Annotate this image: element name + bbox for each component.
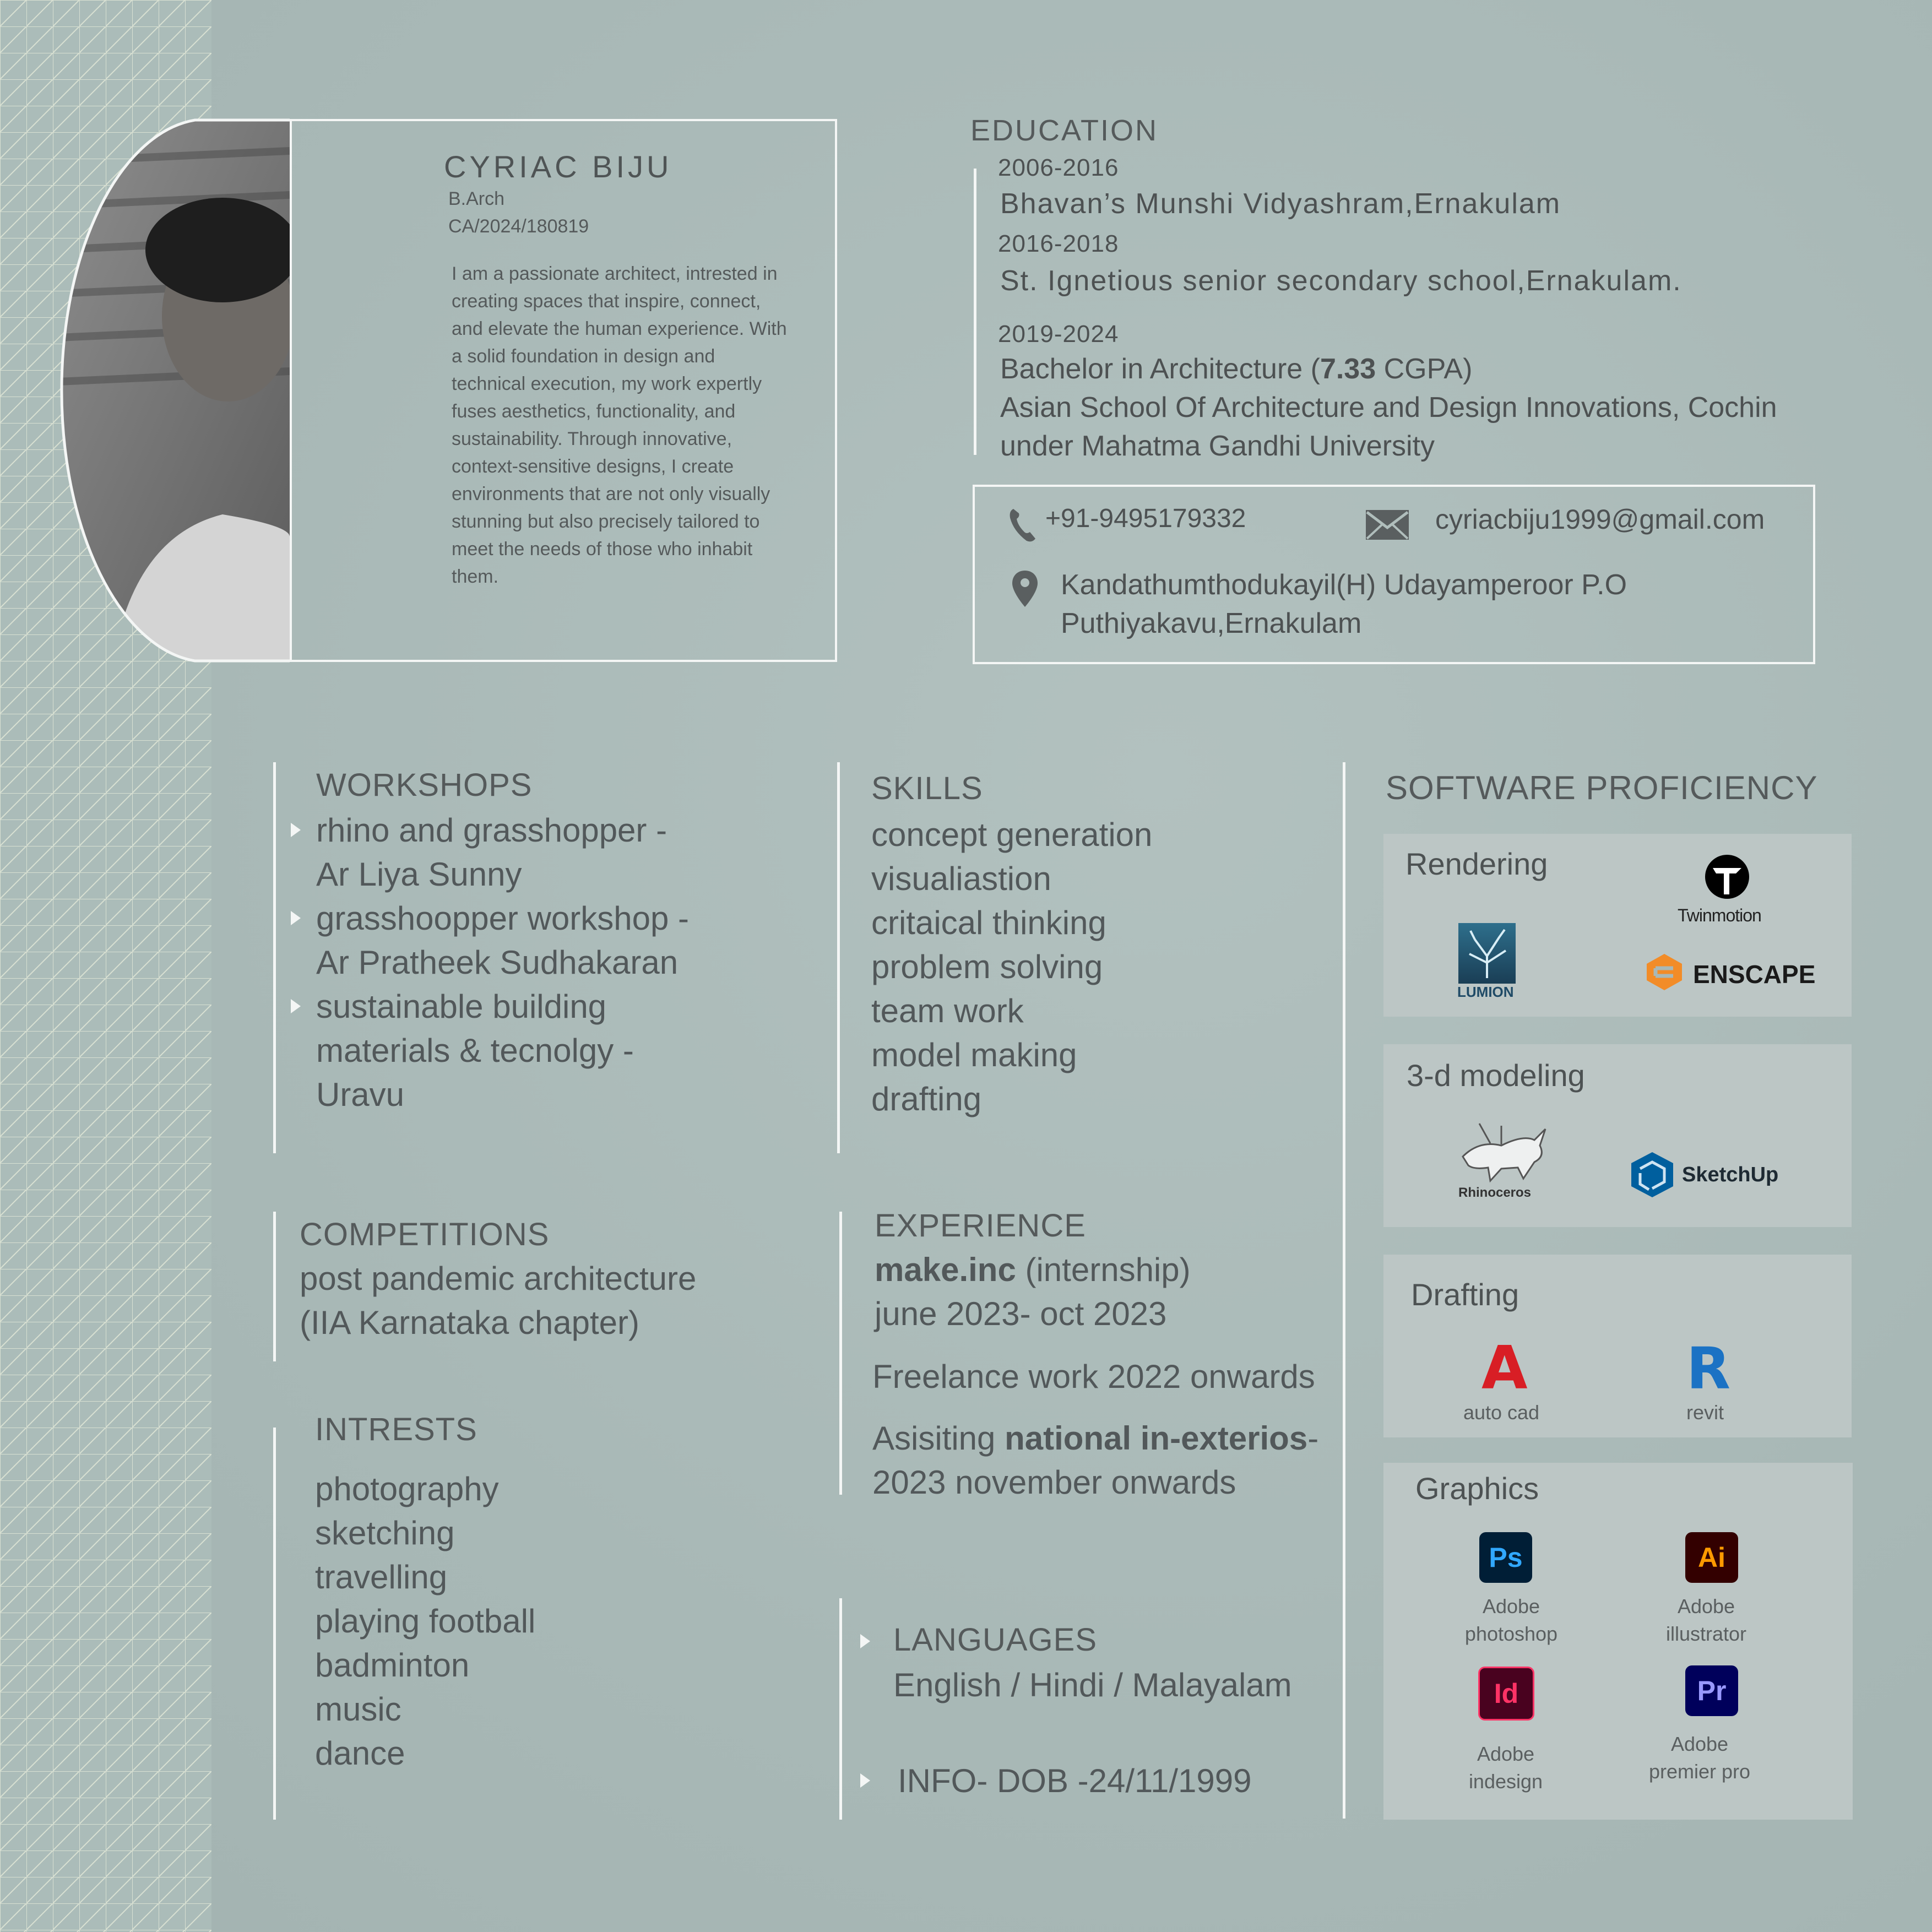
- illustrator-label-line2: illustrator: [1665, 1622, 1747, 1645]
- drafting-title: Drafting: [1411, 1277, 1519, 1312]
- interest-item: photography: [315, 1470, 499, 1507]
- education-years-3: 2019-2024: [998, 321, 1119, 348]
- skill-item: drafting: [871, 1081, 982, 1117]
- company-name: make.inc: [875, 1251, 1016, 1288]
- mail-icon: [1365, 509, 1410, 541]
- enscape-label: ENSCAPE: [1693, 960, 1816, 989]
- experience-internship: [875, 1248, 1191, 1292]
- skill-item: team work: [871, 992, 1024, 1029]
- indesign-icon: Id: [1478, 1667, 1534, 1721]
- lumion-icon: [1458, 923, 1516, 984]
- bullet-chevron-icon: [291, 999, 301, 1013]
- software-heading: SOFTWARE PROFICIENCY: [1386, 769, 1818, 806]
- assist-label: Asisiting: [872, 1420, 1005, 1457]
- experience-divider: [839, 1212, 842, 1495]
- skills-heading: SKILLS: [871, 770, 983, 806]
- enscape-icon: [1645, 952, 1684, 992]
- address-line-2: Puthiyakavu,Ernakulam: [1061, 607, 1362, 639]
- rendering-title: Rendering: [1405, 846, 1548, 881]
- bullet-chevron-icon: [860, 1634, 870, 1648]
- location-pin-icon: [1011, 569, 1039, 608]
- role-label: (internship): [1016, 1251, 1191, 1288]
- languages-divider: [839, 1598, 842, 1820]
- indesign-label-line1: Adobe: [1477, 1743, 1535, 1765]
- phone-number[interactable]: +91-9495179332: [1045, 504, 1246, 533]
- skill-item: concept generation: [871, 816, 1153, 853]
- profile-bio: I am a passionate architect, intrested in creating spaces that inspire, connect, and elevate the human experience. With a solid foundation in design and technical execution, my work expertly fuses aesthetics, functionality, and sustainability. Through innovative, context-sensitive designs, I create environments that are not only visually stunning but also precisely tailored to meet the needs of those who inhabit them.: [452, 263, 787, 587]
- illustrator-icon: Ai: [1685, 1532, 1738, 1583]
- interest-item: playing football: [315, 1603, 536, 1640]
- graphics-title: Graphics: [1415, 1471, 1539, 1506]
- workshops-heading: WORKSHOPS: [316, 767, 533, 803]
- premiere-pro-label-line2: premier pro: [1648, 1760, 1751, 1783]
- workshop-line: rhino and grasshopper -: [316, 812, 667, 849]
- education-school-2: St. Ignetious senior secondary school,Ernakulam.: [1000, 265, 1682, 297]
- interests-divider: [273, 1428, 276, 1820]
- education-school-1: Bhavan’s Munshi Vidyashram,Ernakulam: [1000, 188, 1561, 220]
- experience-period: june 2023- oct 2023: [875, 1295, 1167, 1332]
- workshop-line: grasshoopper workshop -: [316, 900, 690, 937]
- skill-item: problem solving: [871, 948, 1103, 985]
- interests-heading: INTRESTS: [315, 1412, 477, 1447]
- sketchup-label: SketchUp: [1682, 1163, 1779, 1186]
- competitions-divider: [273, 1212, 276, 1361]
- experience-assisting: [872, 1417, 1318, 1461]
- phone-icon: [1008, 507, 1038, 543]
- workshop-line: Ar Liya Sunny: [316, 856, 522, 893]
- competition-line: (IIA Karnataka chapter): [300, 1304, 639, 1341]
- degree-label: Bachelor in Architecture (: [1000, 353, 1320, 385]
- twinmotion-icon: [1704, 854, 1750, 900]
- email-address[interactable]: cyriacbiju1999@gmail.com: [1435, 504, 1765, 535]
- workshop-line: Ar Pratheek Sudhakaran: [316, 944, 679, 981]
- premiere-pro-label-line1: Adobe: [1670, 1733, 1729, 1755]
- assist-firm: national in-exterios: [1005, 1420, 1308, 1457]
- info-dob: INFO- DOB -24/11/1999: [898, 1762, 1252, 1799]
- competition-line: post pandemic architecture: [300, 1260, 697, 1297]
- workshop-line: sustainable building: [316, 988, 607, 1025]
- cgpa-value: 7.33: [1320, 353, 1376, 385]
- revit-label: revit: [1686, 1401, 1724, 1424]
- rhinoceros-label: Rhinoceros: [1458, 1185, 1532, 1200]
- photoshop-icon: Ps: [1479, 1532, 1532, 1583]
- autocad-label: auto cad: [1463, 1401, 1540, 1424]
- premiere-pro-label: [1622, 1730, 1777, 1786]
- skill-item: critaical thinking: [871, 904, 1106, 941]
- skills-divider: [837, 762, 840, 1153]
- address-line-1: Kandathumthodukayil(H) Udayamperoor P.O: [1061, 569, 1627, 601]
- experience-heading: EXPERIENCE: [875, 1208, 1086, 1244]
- autocad-icon: A: [1481, 1334, 1528, 1403]
- education-college: Asian School Of Architecture and Design Innovations, Cochin: [1000, 392, 1777, 424]
- interest-item: travelling: [315, 1559, 448, 1595]
- profile-registration: CA/2024/180819: [448, 216, 589, 237]
- illustrator-label: [1629, 1593, 1783, 1648]
- sketchup-icon: [1629, 1151, 1675, 1198]
- education-degree: [1000, 352, 1472, 386]
- workshops-divider: [273, 762, 276, 1153]
- workshop-line: materials & tecnolgy -: [316, 1032, 634, 1069]
- illustrator-label-line1: Adobe: [1677, 1595, 1735, 1618]
- cgpa-label: CGPA): [1376, 353, 1473, 385]
- revit-icon: R: [1686, 1335, 1731, 1402]
- competitions-heading: COMPETITIONS: [300, 1217, 550, 1252]
- photoshop-label-line1: Adobe: [1482, 1595, 1540, 1618]
- indesign-label: [1429, 1740, 1583, 1795]
- interest-item: sketching: [315, 1515, 455, 1551]
- bullet-chevron-icon: [291, 911, 301, 925]
- assist-dash: -: [1307, 1420, 1319, 1457]
- bullet-chevron-icon: [291, 823, 301, 837]
- lumion-label: LUMION: [1457, 984, 1514, 1000]
- profile-degree: B.Arch: [448, 188, 505, 209]
- education-years-2: 2016-2018: [998, 230, 1119, 257]
- software-divider: [1343, 762, 1345, 1819]
- profile-photo: [46, 118, 290, 663]
- twinmotion-label: Twinmotion: [1678, 905, 1761, 925]
- workshop-line: Uravu: [316, 1076, 405, 1113]
- skill-item: visualiastion: [871, 860, 1051, 897]
- languages-heading: LANGUAGES: [893, 1622, 1097, 1658]
- education-university: under Mahatma Gandhi University: [1000, 430, 1435, 462]
- experience-assisting-period: 2023 november onwards: [872, 1464, 1236, 1501]
- education-years-1: 2006-2016: [998, 154, 1119, 181]
- profile-name: CYRIAC BIJU: [444, 149, 672, 184]
- premiere-pro-icon: Pr: [1685, 1665, 1738, 1716]
- skill-item: model making: [871, 1036, 1077, 1073]
- interest-item: music: [315, 1691, 401, 1728]
- rhinoceros-icon: [1457, 1118, 1549, 1184]
- indesign-label-line2: indesign: [1468, 1770, 1543, 1793]
- photoshop-label: [1434, 1593, 1588, 1648]
- education-divider: [974, 169, 976, 455]
- modeling-title: 3-d modeling: [1407, 1058, 1585, 1093]
- interest-item: dance: [315, 1735, 405, 1772]
- education-heading: EDUCATION: [970, 114, 1159, 147]
- bullet-chevron-icon: [860, 1773, 870, 1788]
- languages-value: English / Hindi / Malayalam: [893, 1667, 1292, 1703]
- interest-item: badminton: [315, 1647, 470, 1684]
- experience-freelance: Freelance work 2022 onwards: [872, 1358, 1315, 1395]
- photoshop-label-line2: photoshop: [1464, 1622, 1558, 1645]
